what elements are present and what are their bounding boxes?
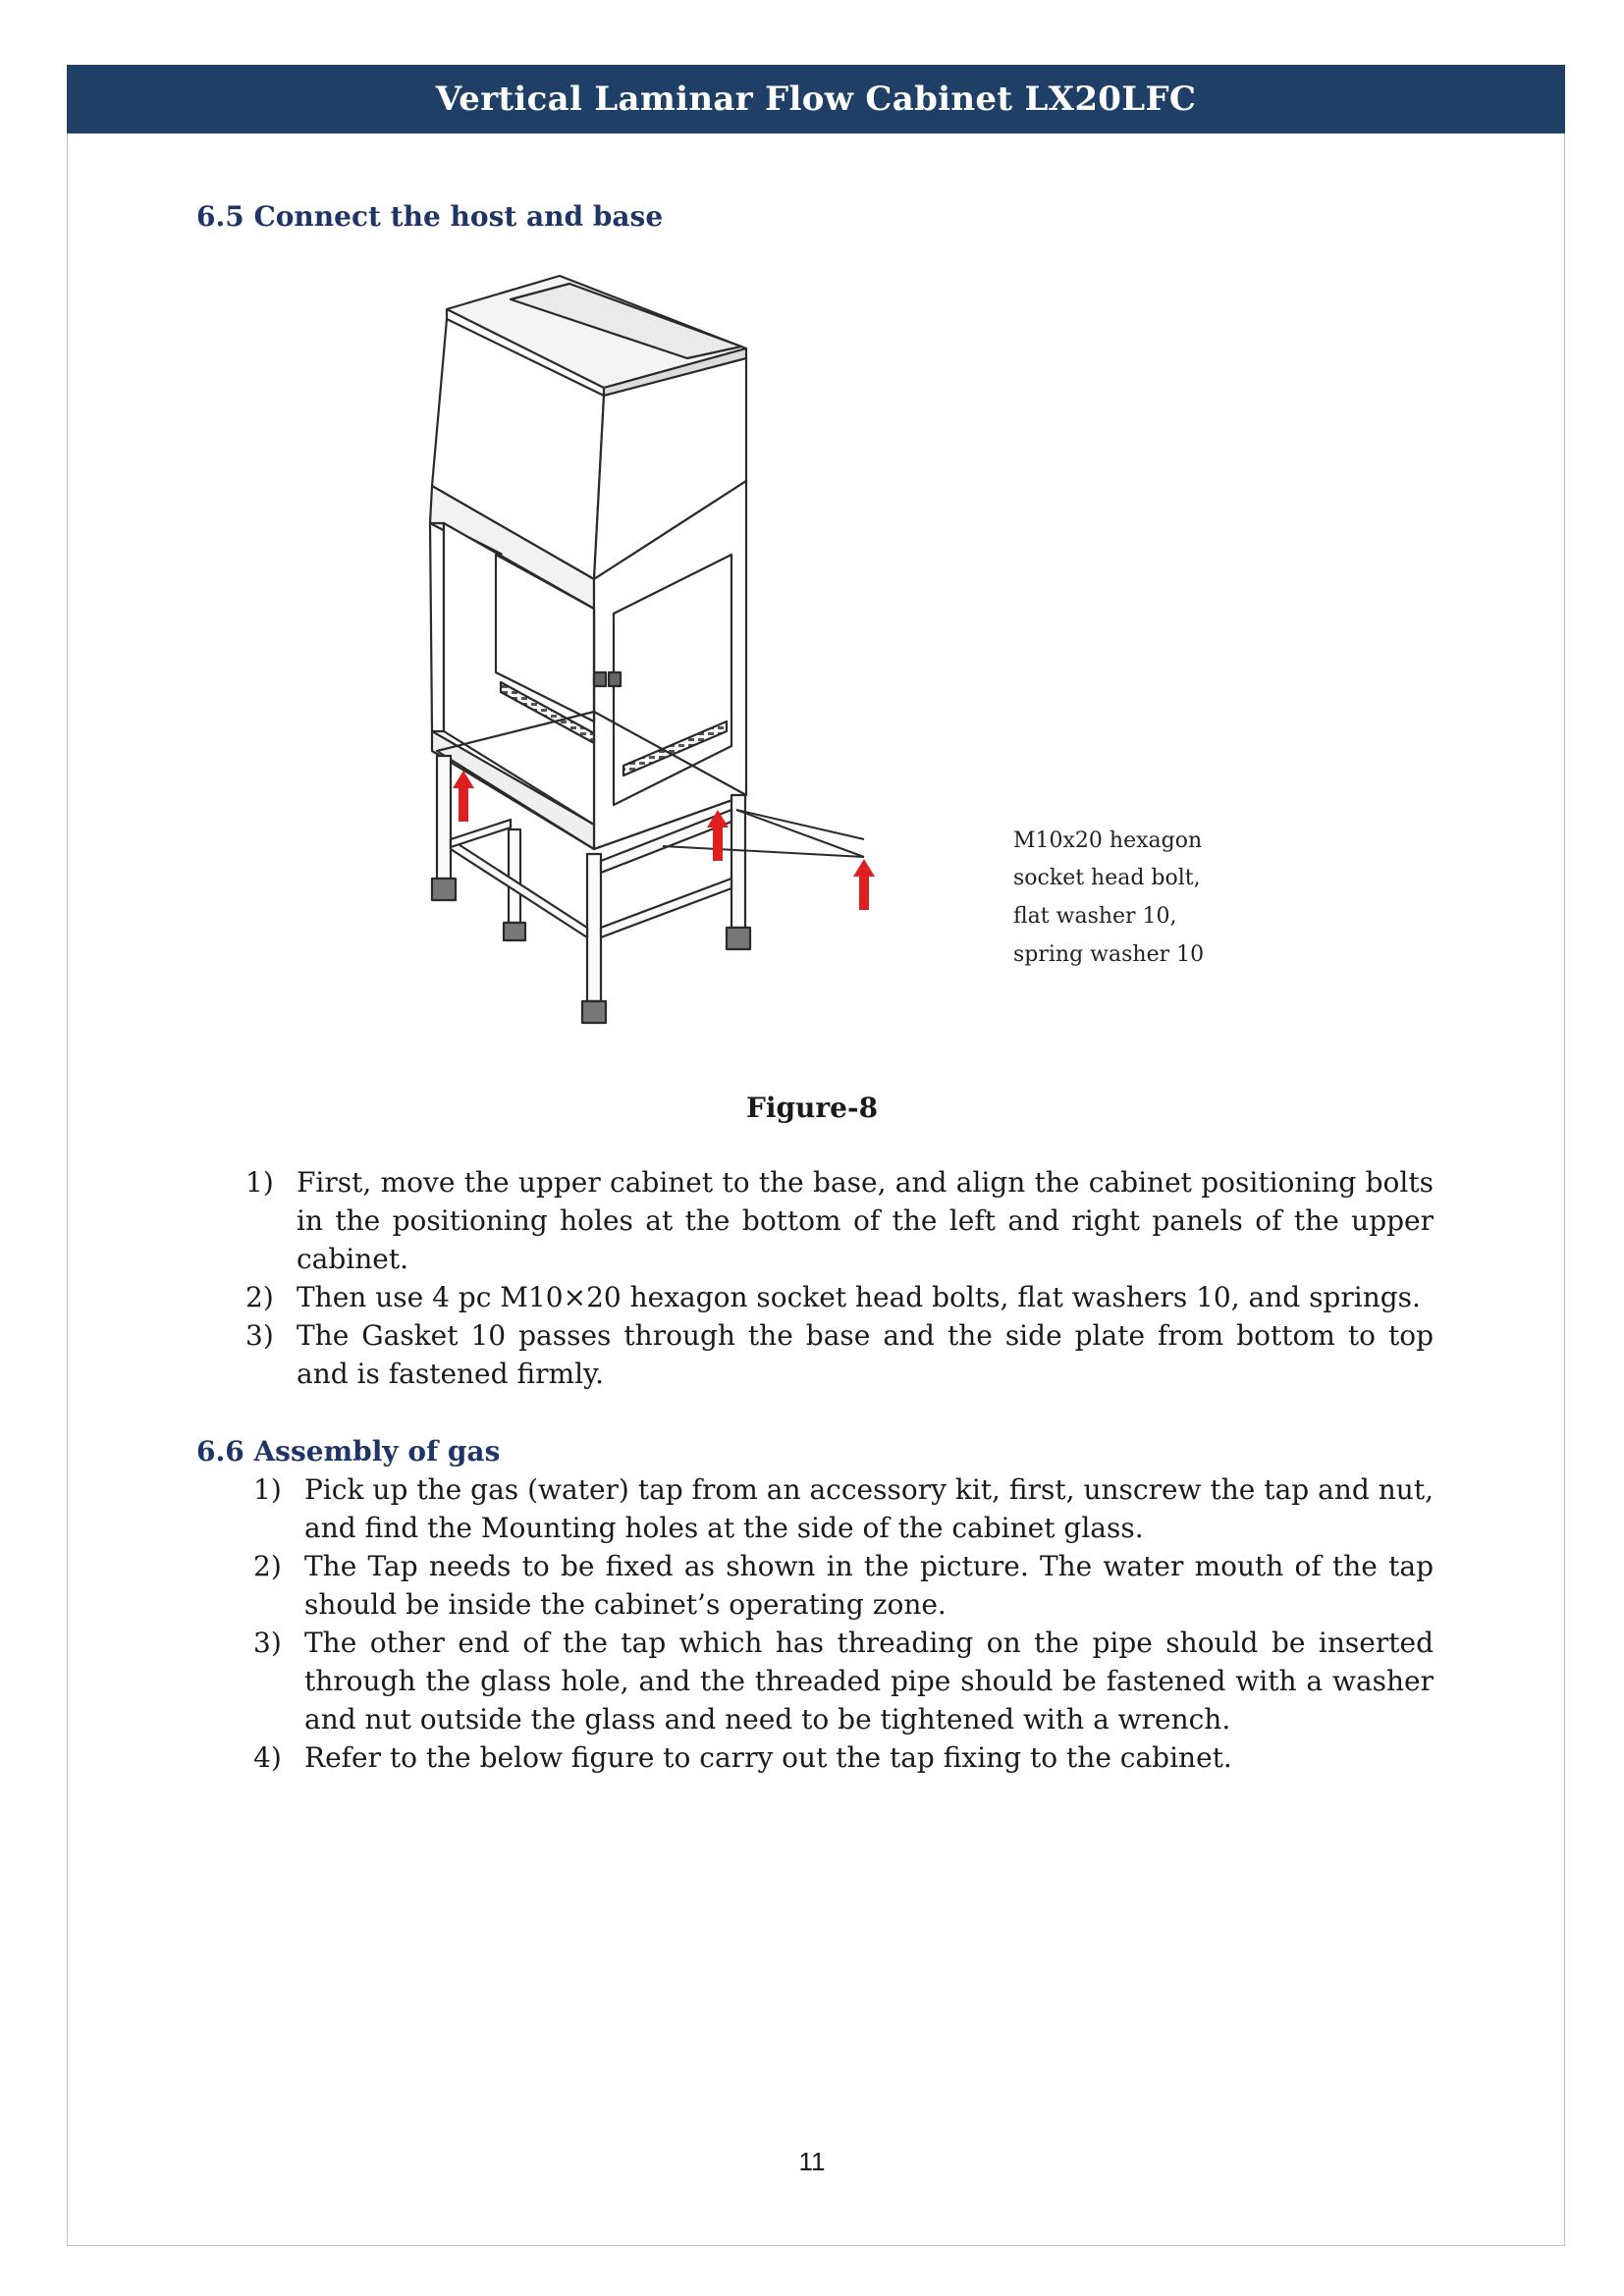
list-item xyxy=(253,1738,1434,1777)
step-text: The Gasket 10 passes through the base and the side plate from bottom to top and is fastened firmly. xyxy=(297,1319,1434,1390)
step-text: The Tap needs to be fixed as shown in the picture. The water mouth of the tap should be inside the cabinet’s operating zone. xyxy=(304,1550,1434,1621)
step-number: 1) xyxy=(253,1473,282,1506)
section-heading-6-6: 6.6 Assembly of gas xyxy=(196,1435,501,1468)
callout-line-3: flat washer 10, xyxy=(1013,904,1177,929)
list-item xyxy=(253,1624,1434,1738)
list-item xyxy=(245,1278,1434,1316)
step-text: Refer to the below figure to carry out the tap fixing to the cabinet. xyxy=(304,1741,1232,1774)
callout-line-4: spring washer 10 xyxy=(1013,942,1205,967)
list-item xyxy=(253,1547,1434,1624)
step-number: 3) xyxy=(253,1627,282,1659)
list-item xyxy=(253,1470,1434,1547)
step-number: 2) xyxy=(245,1281,274,1313)
step-text: First, move the upper cabinet to the base, and align the cabinet positioning bolts in the positioning holes at the bottom of the left and right panels of the upper cabinet. xyxy=(297,1166,1434,1275)
page-number: 11 xyxy=(798,2147,826,2176)
step-number: 2) xyxy=(253,1550,282,1582)
document-title: Vertical Laminar Flow Cabinet LX20LFC xyxy=(435,80,1197,119)
cabinet-assembly-figure xyxy=(393,260,1237,1075)
header-bar xyxy=(67,65,1565,133)
list-item xyxy=(245,1316,1434,1393)
step-text: Then use 4 pc M10×20 hexagon socket head bolts, flat washers 10, and springs. xyxy=(297,1281,1421,1313)
figure-caption: Figure-8 xyxy=(745,1092,879,1124)
gas-assembly-steps-list xyxy=(253,1470,1434,1777)
callout-line-1: M10x20 hexagon xyxy=(1013,828,1203,853)
step-text: The other end of the tap which has threading on the pipe should be inserted through the glass hole, and the threaded pipe should be fastened with a washer and nut outside the glass and need to be tightened with a wrench. xyxy=(304,1627,1434,1735)
section-heading-6-5: 6.5 Connect the host and base xyxy=(196,200,664,233)
list-item xyxy=(245,1163,1434,1278)
step-number: 1) xyxy=(245,1166,274,1199)
step-text: Pick up the gas (water) tap from an accessory kit, first, unscrew the tap and nut, and find the Mounting holes at the side of the cabinet glass. xyxy=(304,1473,1434,1544)
callout-line-2: socket head bolt, xyxy=(1013,866,1201,890)
step-number: 3) xyxy=(245,1319,274,1352)
step-number: 4) xyxy=(253,1741,282,1774)
connect-steps-list xyxy=(245,1163,1434,1393)
